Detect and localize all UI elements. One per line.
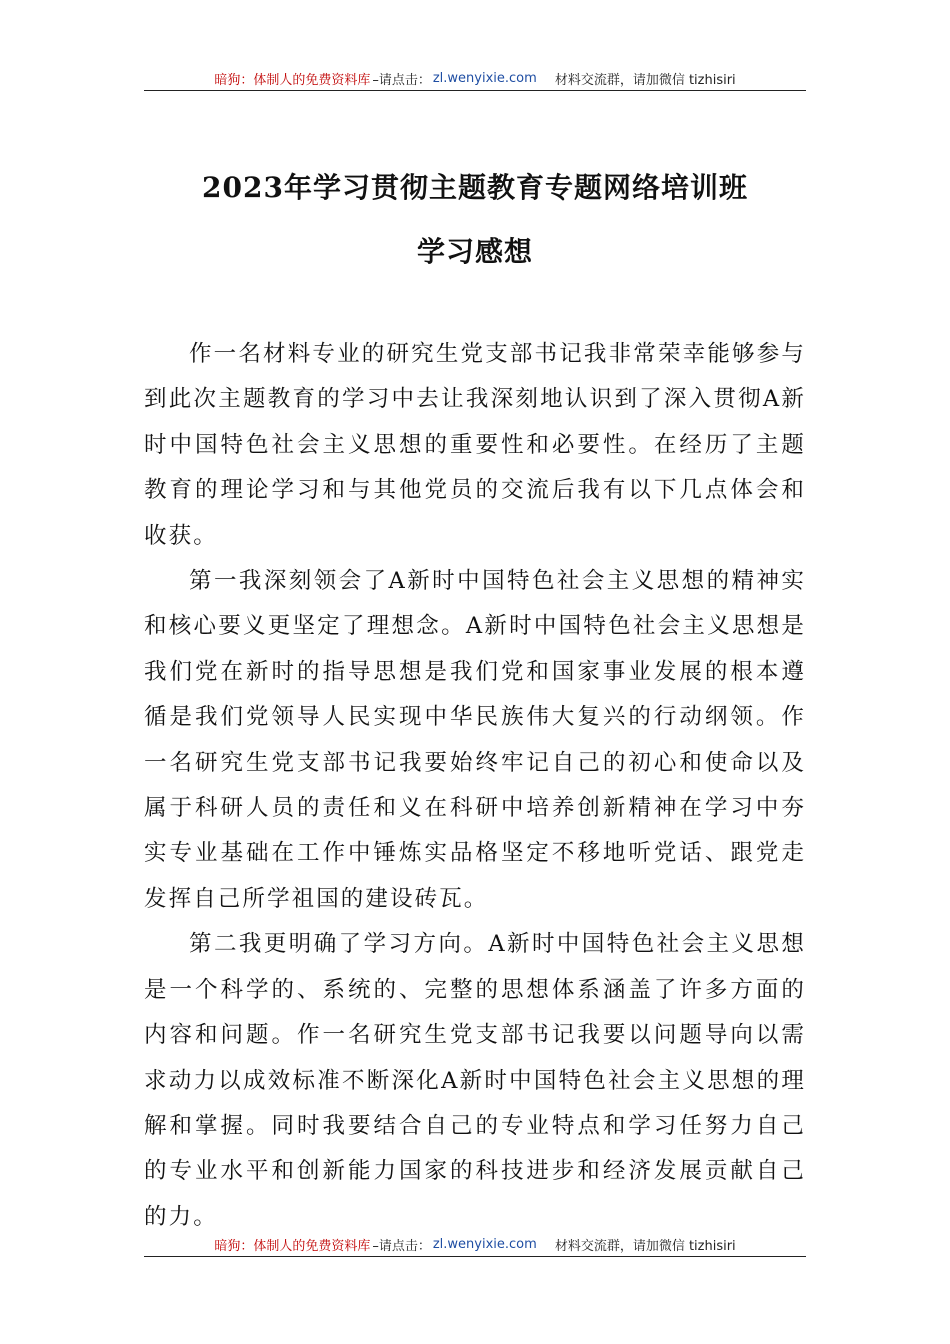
footer-prompt-text: –请点击： <box>372 1238 431 1254</box>
header-site-link[interactable]: zl.wenyixie.com <box>432 70 537 86</box>
header-prompt-text: –请点击： <box>372 72 431 88</box>
body-paragraph-2: 第一我深刻领会了A新时中国特色社会主义思想的精神实和核心要义更坚定了理想念。A新时中国特色社会主义思想是我们党在新时的指导思想是我们党和国家事业发展的根本遵循是我们党领导人民实现中华民族伟大复兴的行动纲领。作一名研究生党支部书记我要始终牢记自己的初心和使命以及属于科研人员的责任和义在科研中培养创新精神在学习中夯实专业基础在工作中锤炼实品格坚定不移地听党话、跟党走发挥自己所学祖国的建设砖瓦。 <box>144 568 806 912</box>
header-group-text: 材料交流群，请加微信 tizhisiri <box>554 72 736 88</box>
footer-site-link[interactable]: zl.wenyixie.com <box>432 1236 537 1252</box>
header-banner <box>144 66 806 91</box>
footer-group-text: 材料交流群，请加微信 tizhisiri <box>554 1238 736 1254</box>
footer-brand-text: 暗狗：体制人的免费资料库 <box>214 1238 371 1254</box>
footer-banner <box>144 1232 806 1257</box>
document-title-line-2: 学习感想 <box>416 235 533 268</box>
body-paragraph-3: 第二我更明确了学习方向。A新时中国特色社会主义思想是一个科学的、系统的、完整的思想体系涵盖了许多方面的内容和问题。作一名研究生党支部书记我要以问题导向以需求动力以成效标准不断深化A新时中国特色社会主义思想的理解和掌握。同时我要结合自己的专业特点和学习任努力自己的专业水平和创新能力国家的科技进步和经济发展贡献自己的力。 <box>144 931 806 1230</box>
document-body <box>144 332 806 1240</box>
header-brand-text: 暗狗：体制人的免费资料库 <box>214 72 371 88</box>
document-title-line-1: 2023年学习贯彻主题教育专题网络培训班 <box>202 171 748 204</box>
body-paragraph-1: 作一名材料专业的研究生党支部书记我非常荣幸能够参与到此次主题教育的学习中去让我深刻地认识到了深入贯彻A新时中国特色社会主义思想的重要性和必要性。在经历了主题教育的理论学习和与其他党员的交流后我有以下几点体会和收获。 <box>144 341 806 549</box>
